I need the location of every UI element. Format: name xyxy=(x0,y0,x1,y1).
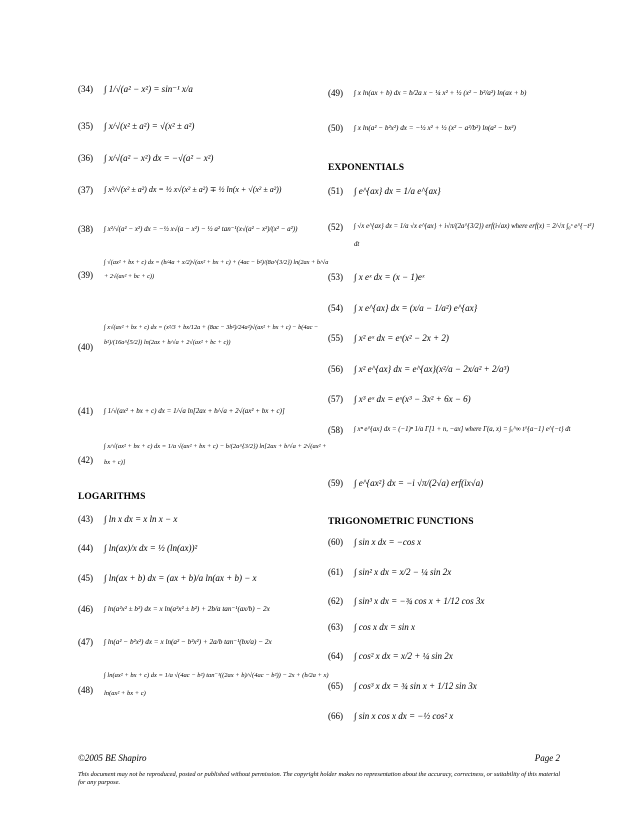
equation-text: ∫ ln(ax)/x dx = ½ (ln(ax))² xyxy=(104,543,198,553)
equation-number: (47) xyxy=(78,637,93,647)
copyright-notice: This document may not be reproduced, posted or published without permission. The copyright holder makes no representation about the accuracy, correctness, or suitability of this material for any purpose. xyxy=(78,771,561,786)
equation-number: (61) xyxy=(328,567,343,577)
equation-number: (56) xyxy=(328,364,343,374)
equation-number: (52) xyxy=(328,222,343,232)
equation-text: ∫ ln(a² − b²x²) dx = x ln(a² − b²x²) + 2a/b tan⁻¹(bx/a) − 2x xyxy=(104,638,272,646)
equation-text: ∫ 1/√(ax² + bx + c) dx = 1/√a ln[2ax + b/√a + 2√(ax² + bx + c)] xyxy=(104,407,285,415)
copyright-text: ©2005 BE Shapiro xyxy=(78,753,147,763)
equation-text: ∫ x/√(x² ± a²) = √(x² ± a²) xyxy=(104,121,195,131)
equation-text: ∫ x² eˣ dx = eˣ(x² − 2x + 2) xyxy=(354,333,449,343)
equation-text: ∫ 1/√(a² − x²) = sin⁻¹ x/a xyxy=(104,84,193,94)
equation-number: (59) xyxy=(328,478,343,488)
page-number: Page 2 xyxy=(534,753,560,763)
equation-number: (45) xyxy=(78,573,93,583)
equation-text: ∫ cos x dx = sin x xyxy=(354,622,416,632)
equation-number: (60) xyxy=(328,537,343,547)
equation-text: ∫ x² e^{ax} dx = e^{ax}(x²/a − 2x/a² + 2/a³) xyxy=(354,364,510,374)
equation-number: (42) xyxy=(78,455,93,465)
equation-number: (51) xyxy=(328,186,343,196)
equation-text: ∫ x/√(ax² + bx + c) dx = 1/a √(ax² + bx + c) − b/(2a^{3/2}) ln[2ax + b/√a + 2√(ax² + bx + c)] xyxy=(104,443,327,466)
equation-number: (55) xyxy=(328,333,343,343)
equation-number: (53) xyxy=(328,272,343,282)
equation-text: ∫ cos³ x dx = ¾ sin x + 1/12 sin 3x xyxy=(354,681,477,691)
equation-number: (43) xyxy=(78,514,93,524)
equation-text: ∫ ln(ax + b) dx = (ax + b)/a ln(ax + b) − x xyxy=(104,573,257,583)
equation-text: ∫ x³ eˣ dx = eˣ(x³ − 3x² + 6x − 6) xyxy=(354,394,471,404)
equation-text: ∫ x²/√(a² − x²) dx = −½ x√(a − x²) − ½ a² tan⁻¹(x√(a² − x²)/(x² − a²)) xyxy=(104,225,298,233)
equation-number: (41) xyxy=(78,406,93,416)
equation-number: (44) xyxy=(78,543,93,553)
equation-text: ∫ cos² x dx = x/2 + ¼ sin 2x xyxy=(354,651,453,661)
equation-number: (57) xyxy=(328,394,343,404)
equation-text: ∫ x e^{ax} dx = (x/a − 1/a²) e^{ax} xyxy=(354,303,478,313)
equation-text: ∫ sin x dx = −cos x xyxy=(354,537,422,547)
equation-number: (62) xyxy=(328,596,343,606)
exponentials-heading: EXPONENTIALS xyxy=(328,163,405,173)
equation-text: ∫ x√(ax² + bx + c) dx = (x²/3 + bx/12a + (8ac − 3b²)/24a²)√(ax² + bx + c) − b(4ac − b²)/(16a^{5/2}) ln(2ax + b/√a + 2√(ax² + bc + c)) xyxy=(104,324,319,346)
equation-number: (38) xyxy=(78,224,93,234)
equation-number: (40) xyxy=(78,342,93,352)
equation-text: ∫ xⁿ e^{ax} dx = (−1)ⁿ 1/a Γ[1 + n, −ax] where Γ(a, x) = ∫ₓ^∞ t^{a−1} e^{−t} dt xyxy=(354,426,571,433)
equation-text: ∫ e^{ax} dx = 1/a e^{ax} xyxy=(354,186,441,196)
equation-number: (54) xyxy=(328,303,343,313)
equation-number: (35) xyxy=(78,121,93,131)
equation-number: (39) xyxy=(78,270,93,280)
equation-text: ∫ x ln(a² − b²x²) dx = −½ x² + ½ (x² − a²/b²) ln(a² − bx²) xyxy=(354,124,516,132)
equation-text: ∫ ln x dx = x ln x − x xyxy=(104,514,178,524)
equation-number: (48) xyxy=(78,685,93,695)
equation-number: (36) xyxy=(78,153,93,163)
equation-text: ∫ sin x cos x dx = −½ cos² x xyxy=(354,711,454,721)
equation-text: ∫ x/√(a² − x²) dx = −√(a² − x²) xyxy=(104,153,214,163)
equation-text: ∫ ln(ax² + bx + c) dx = 1/a √(4ac − b²) tan⁻¹((2ax + b)/√(4ac − b²)) − 2x + (b/2a + x) ln(ax² + bx + c) xyxy=(104,672,329,697)
equation-text: ∫ sin³ x dx = −¾ cos x + 1/12 cos 3x xyxy=(354,596,485,606)
equation-number: (65) xyxy=(328,681,343,691)
equation-number: (37) xyxy=(78,185,93,195)
equation-number: (49) xyxy=(328,88,343,98)
equation-number: (66) xyxy=(328,711,343,721)
equation-number: (50) xyxy=(328,123,343,133)
equation-text: ∫ x eˣ dx = (x − 1)eˣ xyxy=(354,272,425,282)
equation-number: (46) xyxy=(78,604,93,614)
equation-number: (63) xyxy=(328,622,343,632)
equation-text: ∫ x ln(ax + b) dx = b/2a x − ¼ x² + ½ (x² − b²/a²) ln(ax + b) xyxy=(354,89,527,97)
equation-text: ∫ x²/√(x² ± a²) dx = ½ x√(x² ± a²) ∓ ½ ln(x + √(x² ± a²)) xyxy=(104,185,282,194)
equation-text: ∫ √(ax² + bx + c) dx = (b/4a + x/2)√(ax² + bx + c) + (4ac − b²)/(8a^{3/2}) ln(2ax + b/√a + 2√(ax² + bc + c)) xyxy=(104,259,329,280)
equation-text: ∫ ln(a²x² ± b²) dx = x ln(a²x² ± b²) + 2b/a tan⁻¹(ax/b) − 2x xyxy=(104,605,270,613)
equation-text: ∫ √x e^{ax} dx = 1/a √x e^{ax} + i√π/(2a^{3/2}) erf(i√ax) where erf(x) = 2/√π ∫₀ˣ e^{−t²} dt xyxy=(354,223,595,248)
equation-number: (58) xyxy=(328,425,343,435)
trig-heading: TRIGONOMETRIC FUNCTIONS xyxy=(328,517,474,527)
equation-number: (64) xyxy=(328,651,343,661)
logarithms-heading: LOGARITHMS xyxy=(78,492,146,502)
equation-text: ∫ e^{ax²} dx = −i √π/(2√a) erf(ix√a) xyxy=(354,478,484,488)
equation-number: (34) xyxy=(78,84,93,94)
equation-text: ∫ sin² x dx = x/2 − ¼ sin 2x xyxy=(354,567,452,577)
